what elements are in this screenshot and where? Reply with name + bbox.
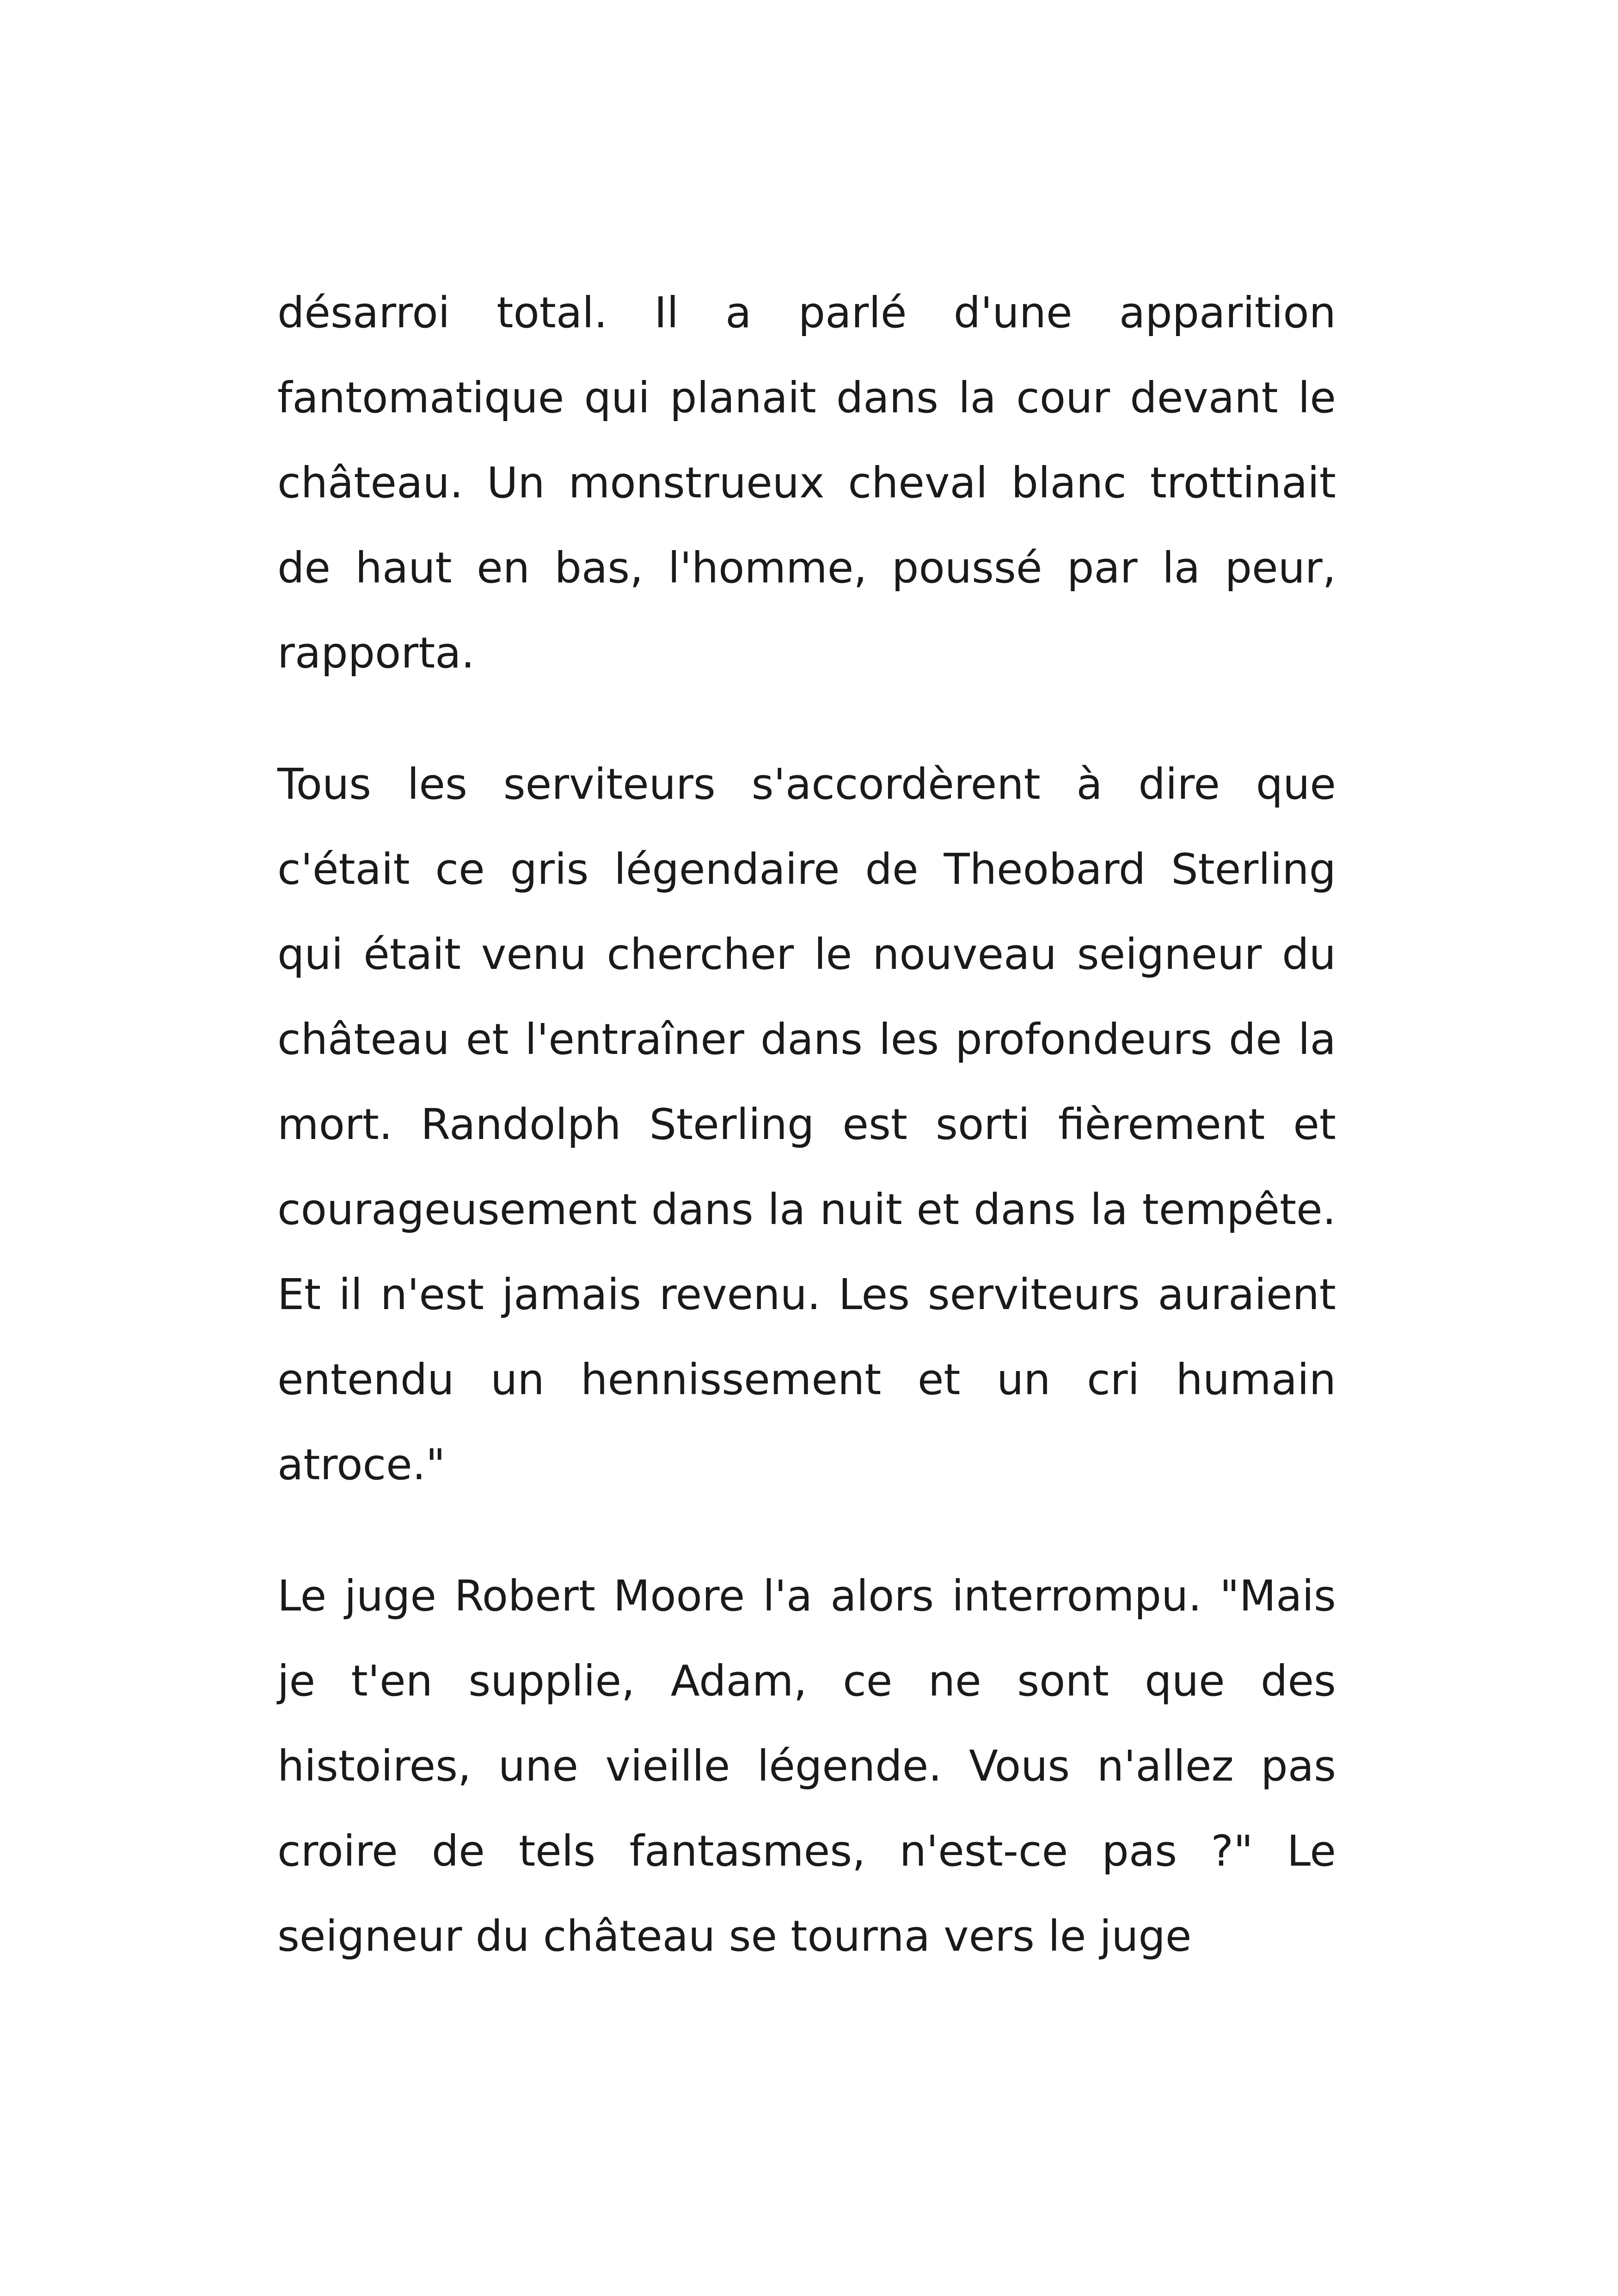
paragraph-3: Le juge Robert Moore l'a alors interrompu. "Mais je t'en supplie, Adam, ce ne sont que des histoires, une vieille légende. Vous n'allez pas croire de tels fantasmes, n'est-ce pas ?" Le seigneur du château se tourna vers le juge bbox=[277, 1571, 1336, 1961]
paragraph-2: Tous les serviteurs s'accordèrent à dire que c'était ce gris légendaire de Theobard Sterling qui était venu chercher le nouveau seigneur du château et l'entraîner dans les profondeurs de la mort. Randolph Sterling est sorti fièrement et courageusement dans la nuit et dans la tempête. Et il n'est jamais revenu. Les serviteurs auraient entendu un hennissement et un cri humain atroce." bbox=[277, 759, 1336, 1489]
paragraph-1: désarroi total. Il a parlé d'une apparition fantomatique qui planait dans la cour devant le château. Un monstrueux cheval blanc trottinait de haut en bas, l'homme, poussé par la peur, rapporta. bbox=[277, 288, 1336, 678]
body-text bbox=[277, 270, 1336, 2025]
